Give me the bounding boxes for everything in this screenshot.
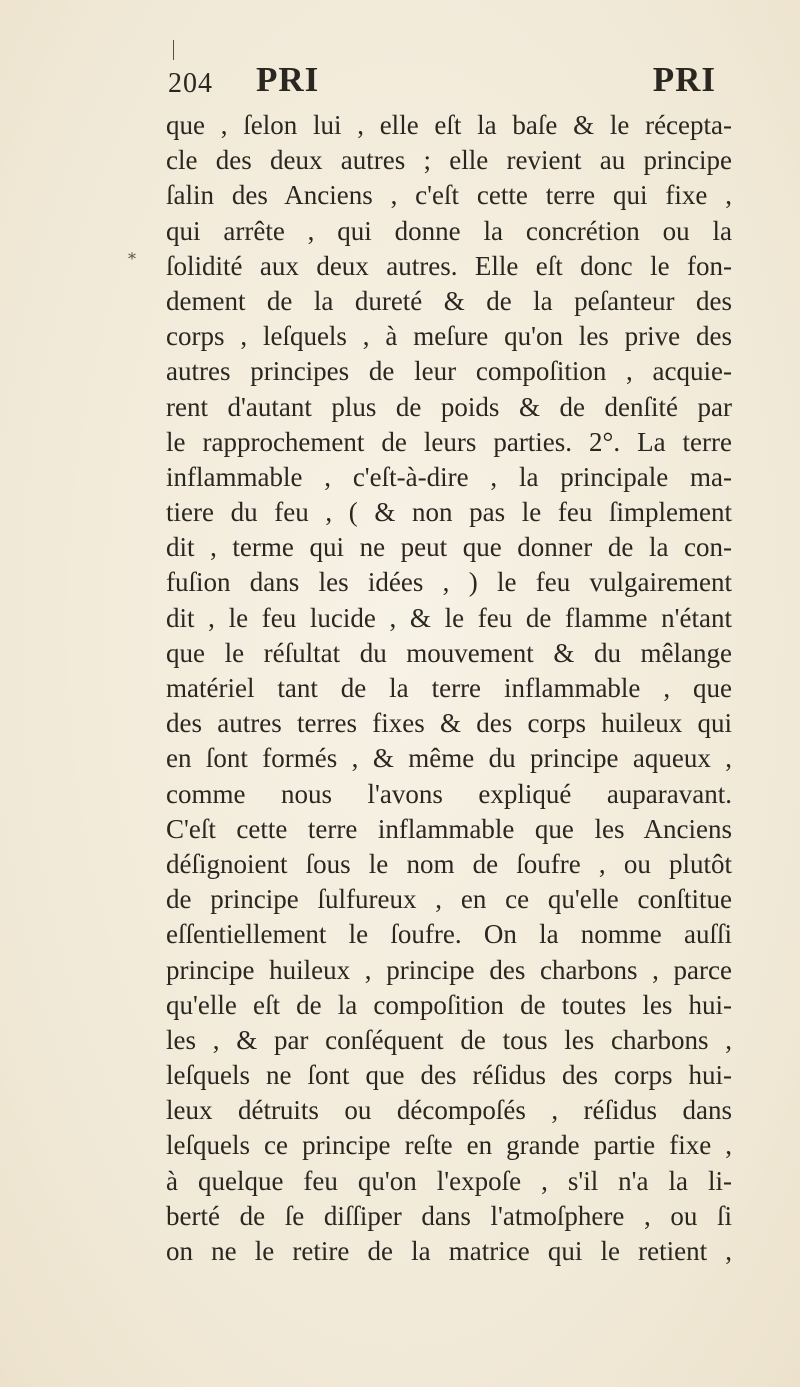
running-head-left: PRI — [256, 60, 320, 99]
text-line: leſquels ne ſont que des réſidus des corps hui- — [166, 1060, 732, 1091]
text-line: matériel tant de la terre inflammable , que — [166, 673, 732, 703]
text-line: eſſentiellement le ſoufre. On la nomme auſſi — [166, 919, 732, 950]
text-line: ſalin des Anciens , c'eſt cette terre qui fixe , — [166, 180, 732, 211]
text-line: de principe ſulfureux , en ce qu'elle conſtitue — [166, 884, 732, 915]
text-line: fuſion dans les idées , ) le feu vulgairement — [166, 567, 732, 598]
text-line: que le réſultat du mouvement & du mêlange — [166, 637, 732, 668]
text-line: comme nous l'avons expliqué auparavant. — [166, 778, 732, 809]
text-line: qu'elle eſt de la compoſition de toutes les hui- — [166, 989, 732, 1020]
text-line: qui arrête , qui donne la concrétion ou la — [166, 215, 732, 246]
text-line: rent d'autant plus de poids & de denſité par — [166, 391, 732, 422]
text-line: le rapprochement de leurs parties. 2°. La terre — [166, 426, 732, 457]
text-line: dit , terme qui ne peut que donner de la con- — [166, 532, 732, 563]
text-line: autres principes de leur compoſition , acquie- — [166, 356, 732, 387]
text-line: tiere du feu , ( & non pas le feu ſimplement — [166, 497, 732, 528]
margin-mark: ⁎ — [128, 246, 136, 263]
text-line: dit , le feu lucide , & le feu de flamme n'étant — [166, 602, 732, 633]
text-line: ſolidité aux deux autres. Elle eſt donc le fon- — [166, 250, 732, 281]
text-line: que , ſelon lui , elle eſt la baſe & le récepta- — [166, 110, 732, 140]
text-line: dement de la dureté & de la peſanteur des — [166, 285, 732, 316]
text-line: corps , leſquels , à meſure qu'on les prive des — [166, 321, 732, 352]
text-line: les , & par conſéquent de tous les charbons , — [166, 1024, 732, 1055]
text-line: principe huileux , principe des charbons , parce — [166, 954, 732, 985]
text-line: des autres terres fixes & des corps huileux qui — [166, 708, 732, 739]
text-line: on ne le retire de la matrice qui le retient , — [166, 1236, 732, 1266]
text-line: déſignoient ſous le nom de ſoufre , ou plutôt — [166, 848, 732, 879]
text-line: C'eſt cette terre inflammable que les Anciens — [166, 813, 732, 844]
running-head-right: PRI — [652, 60, 716, 99]
text-line: en ſont formés , & même du principe aqueux , — [166, 743, 732, 774]
text-line: à quelque feu qu'on l'expoſe , s'il n'a la li- — [166, 1165, 732, 1196]
page-number: 204 — [168, 68, 213, 99]
text-line: inflammable , c'eſt-à-dire , la principale ma- — [166, 461, 732, 492]
text-line: leux détruits ou décompoſés , réſidus dans — [166, 1095, 732, 1126]
margin-tick — [173, 40, 174, 60]
page-header — [168, 60, 716, 104]
body-text — [166, 108, 732, 1269]
text-line: leſquels ce principe reſte en grande partie fixe , — [166, 1130, 732, 1161]
text-line: berté de ſe diſſiper dans l'atmoſphere , ou ſi — [166, 1200, 732, 1231]
text-line: cle des deux autres ; elle revient au principe — [166, 145, 732, 176]
